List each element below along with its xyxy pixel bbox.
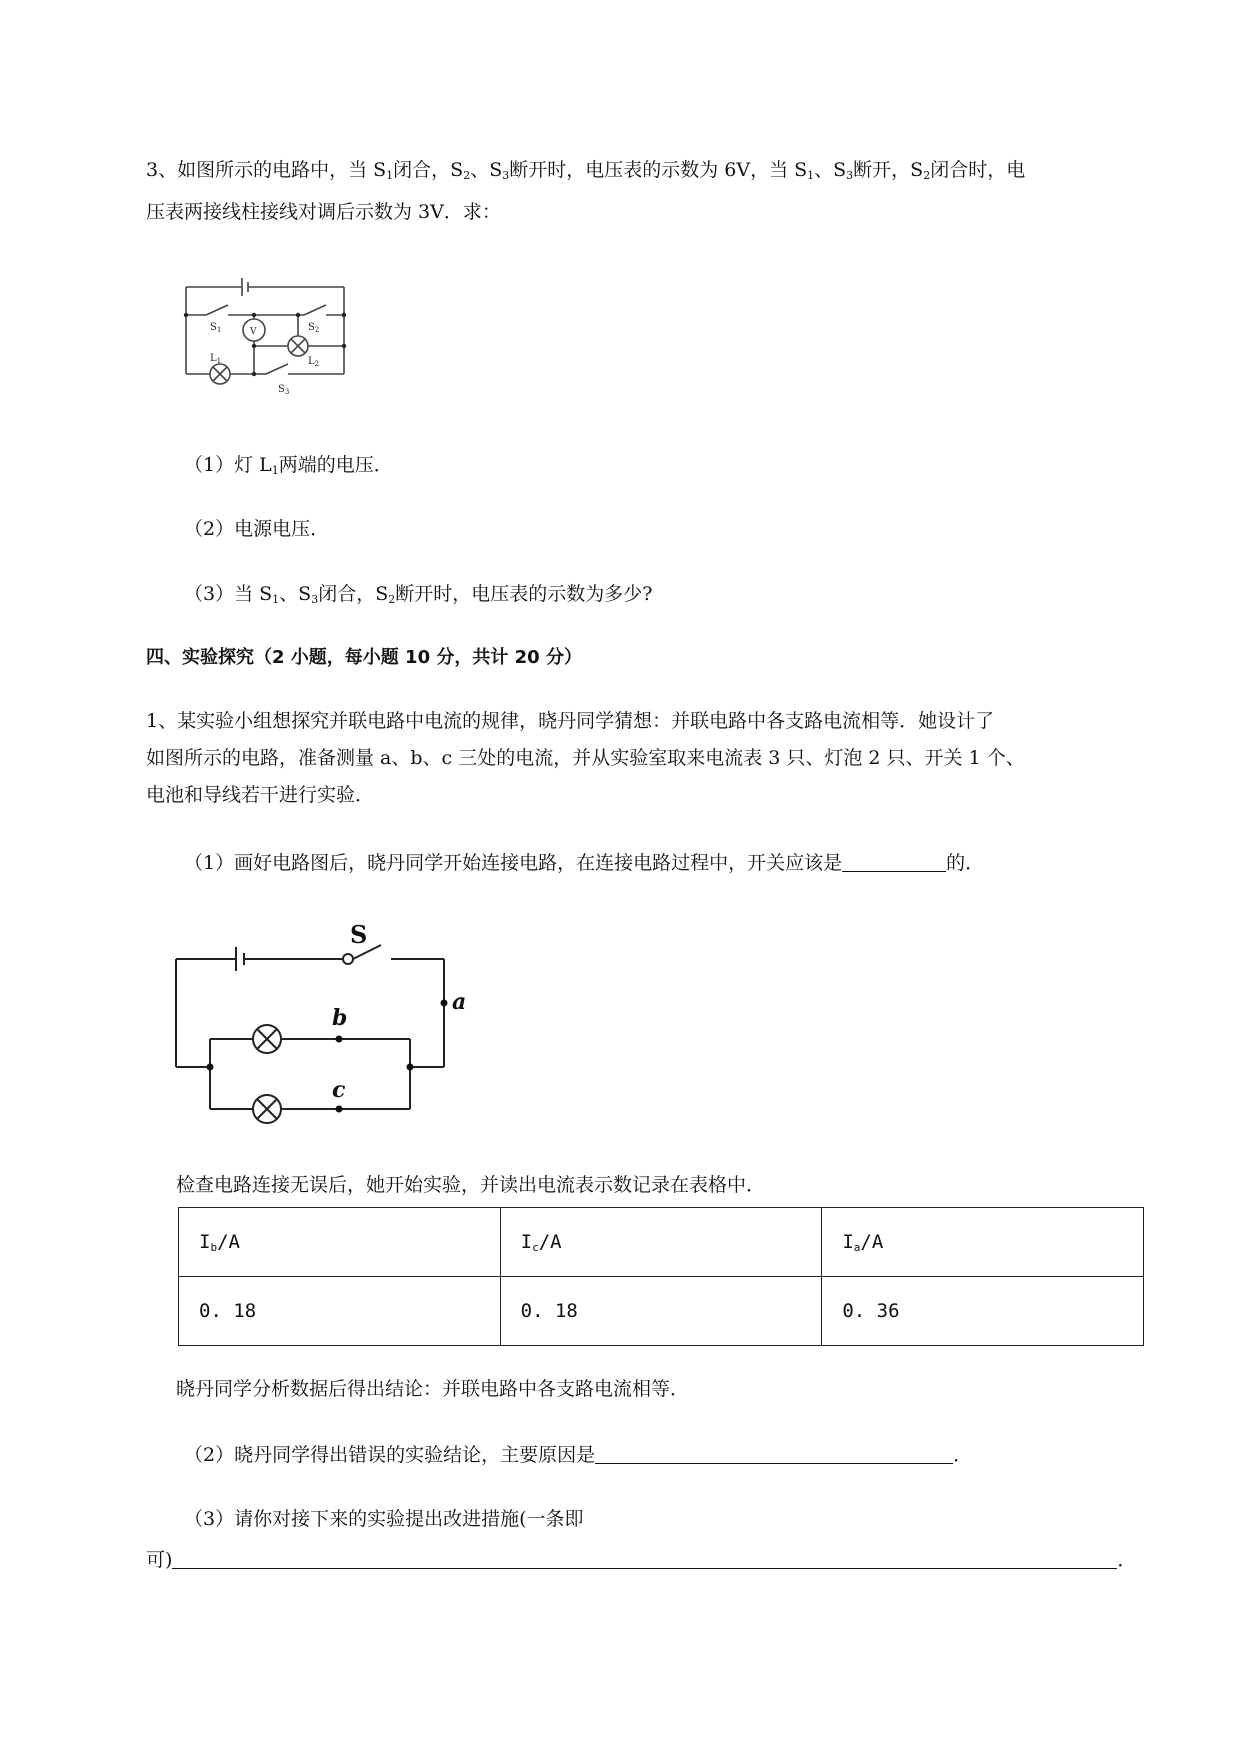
label-point-b: b xyxy=(332,1005,348,1031)
exp1-line1: 1、某实验小组想探究并联电路中电流的规律，晓丹同学猜想：并联电路中各支路电流相等．她设计了 xyxy=(146,710,995,732)
q3-line2: 压表两接线柱接线对调后示数为 3V．求： xyxy=(146,201,501,223)
label-switch-s: S xyxy=(350,920,368,949)
q3-sub2: （2）电源电压． xyxy=(184,518,330,540)
label-s1: $S_1$ xyxy=(210,322,222,334)
label-point-a: a xyxy=(452,989,467,1015)
label-l2: $L_2$ xyxy=(308,356,320,368)
label-voltmeter: V xyxy=(250,327,257,337)
table-header-cell: $I_c/A$ xyxy=(500,1208,822,1277)
exp1-check-text: 检查电路连接无误后，她开始实验，并读出电流表示数记录在表格中． xyxy=(176,1174,766,1196)
exp1-sub3-cont: 可) ． xyxy=(146,1549,1137,1571)
answer-blank-1[interactable] xyxy=(842,853,946,872)
label-s2: $S_2$ xyxy=(308,322,320,334)
label-s3: $S_3$ xyxy=(278,384,290,396)
table-cell: 0. 18 xyxy=(500,1277,822,1346)
table-cell: 0. 18 xyxy=(179,1277,501,1346)
table-header-cell: $I_a/A$ xyxy=(822,1208,1144,1277)
table-header-cell: $I_b/A$ xyxy=(179,1208,501,1277)
exp1-sub2: （2）晓丹同学得出错误的实验结论，主要原因是 ． xyxy=(184,1444,973,1466)
q3-line1: 3、如图所示的电路中，当 $S_1$闭合，$S_2$、$S_3$断开时，电压表的示数为 6V，当 $S_1$、$S_3$断开，$S_2$闭合时，电 xyxy=(146,159,1026,182)
q3-sub1: （1）灯 $L_1$两端的电压． xyxy=(184,454,393,477)
circuit-diagram-2 xyxy=(166,915,486,1125)
circuit-diagram-1 xyxy=(180,272,360,400)
label-l1: $L_1$ xyxy=(210,353,222,365)
current-table xyxy=(178,1207,1144,1346)
exp1-sub3: （3）请你对接下来的实验提出改进措施(一条即 xyxy=(184,1508,584,1530)
section-heading: 四、实验探究（2 小题，每小题 10 分，共计 20 分） xyxy=(146,647,582,668)
table-header-row xyxy=(179,1208,1144,1277)
answer-blank-2[interactable] xyxy=(595,1445,953,1464)
exp1-line3: 电池和导线若干进行实验． xyxy=(146,784,375,806)
table-row xyxy=(179,1277,1144,1346)
exp1-sub1: （1）画好电路图后，晓丹同学开始连接电路，在连接电路过程中，开关应该是 的． xyxy=(184,852,985,874)
label-point-c: c xyxy=(332,1077,346,1103)
answer-blank-3[interactable] xyxy=(172,1550,1117,1569)
exp1-conclusion: 晓丹同学分析数据后得出结论：并联电路中各支路电流相等． xyxy=(176,1378,690,1400)
table-cell: 0. 36 xyxy=(822,1277,1144,1346)
exp1-line2: 如图所示的电路，准备测量 a、b、c 三处的电流，并从实验室取来电流表 3 只、灯泡 2 只、开关 1 个、 xyxy=(146,747,1025,769)
q3-sub3: （3）当 $S_1$、$S_3$闭合，$S_2$断开时，电压表的示数为多少? xyxy=(184,583,653,606)
